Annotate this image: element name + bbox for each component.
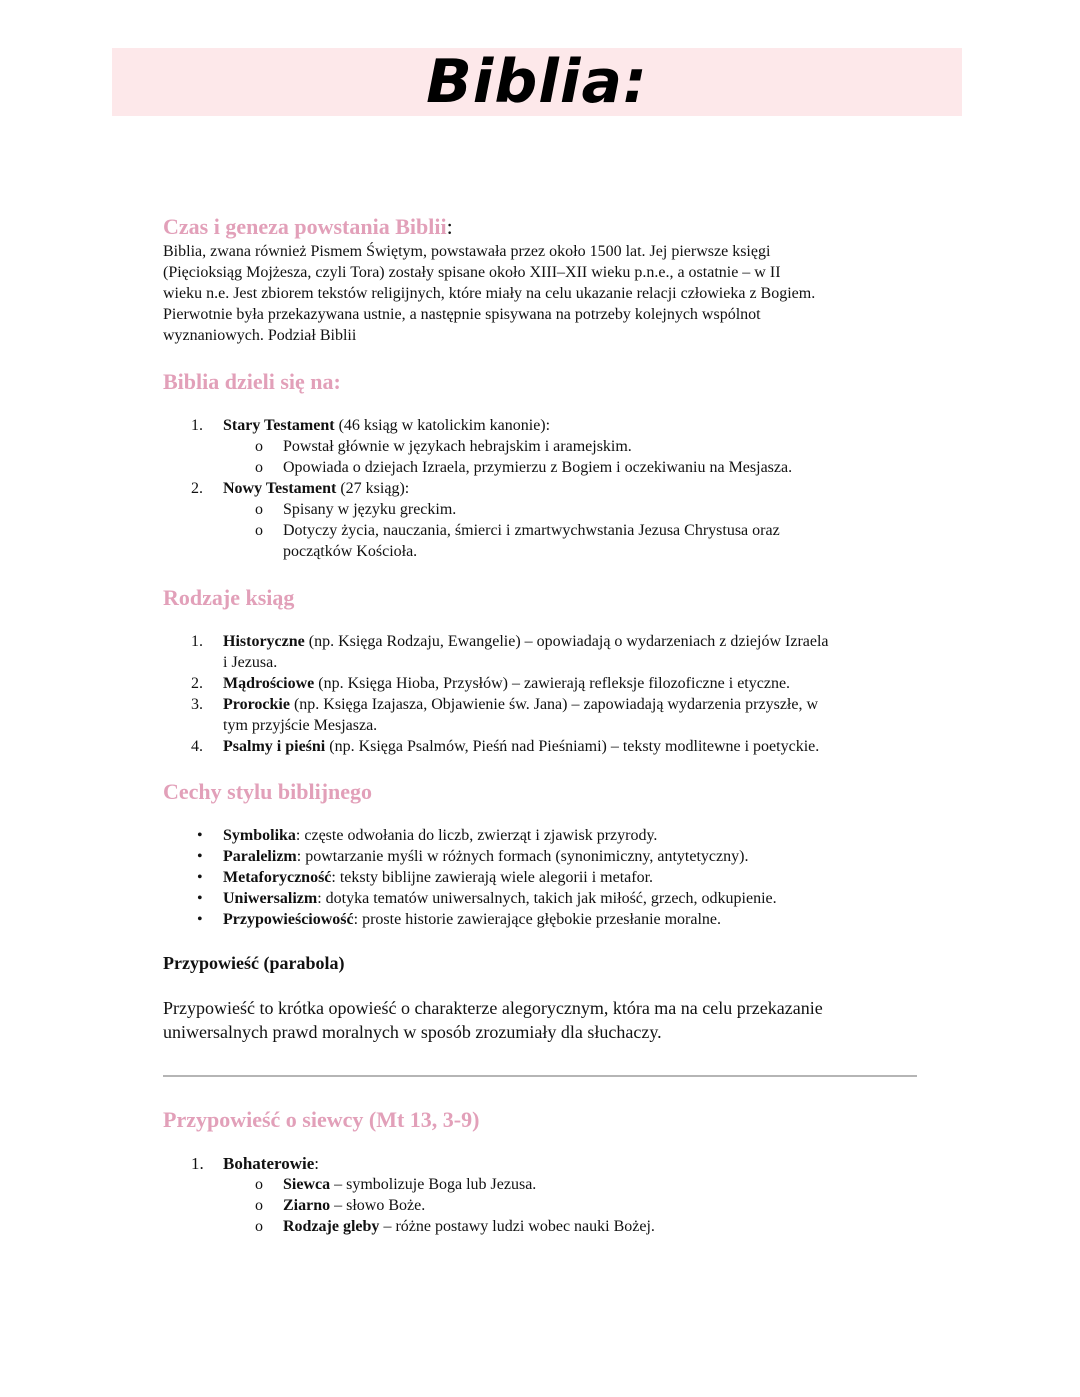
item-term: Uniwersalizm <box>223 890 318 907</box>
item-text: : powtarzanie myśli w różnych formach (synonimiczny, antytetyczny). <box>296 848 749 865</box>
sub-item-text: Spisany w języku greckim. <box>283 501 457 518</box>
sub-list-container <box>163 436 923 478</box>
item-term: Prorockie <box>223 696 290 713</box>
section-heading-parabola: Przypowieść (parabola) <box>163 953 345 973</box>
item-term: Symbolika <box>223 827 296 844</box>
sub-item-term: Ziarno <box>283 1197 331 1214</box>
item-text: : teksty biblijne zawierają wiele alegorii i metafor. <box>331 869 654 886</box>
list-item <box>163 478 923 499</box>
section-parabola <box>163 952 923 1044</box>
divider-wrap <box>163 1075 923 1077</box>
paragraph-parabola <box>163 996 923 1044</box>
document-title: Biblia: <box>426 47 648 117</box>
bullet-item <box>163 846 923 867</box>
style-features-list <box>163 825 923 930</box>
paragraph-line: wieku n.e. Jest zbiorem tekstów religijnych, które miały na celu ukazanie relacji człowieka z Bogiem. <box>163 285 816 302</box>
sub-list-container <box>163 1174 923 1237</box>
sub-item-text: Dotyczy życia, nauczania, śmierci i zmartwychwstania Jezusa Chrystusa oraz <box>283 522 780 539</box>
sub-list-item <box>163 520 923 562</box>
item-text-cont: tym przyjście Mesjasza. <box>223 717 378 734</box>
sub-item-text: Powstał głównie w językach hebrajskim i aramejskim. <box>283 438 632 455</box>
testament-list <box>163 415 923 562</box>
list-item <box>163 415 923 436</box>
circle-bullet-icon: o <box>255 1197 263 1214</box>
bullet-icon: • <box>197 848 203 865</box>
item-term: Metaforyczność <box>223 869 332 886</box>
item-text: (np. Księga Rodzaju, Ewangelie) – opowiadają o wydarzeniach z dziejów Izraela <box>304 633 829 650</box>
sub-item-text: – różne postawy ludzi wobec nauki Bożej. <box>379 1218 655 1235</box>
list-number: 1. <box>191 417 203 434</box>
list-number: 3. <box>191 696 203 713</box>
section-siewca <box>163 1107 923 1237</box>
heading-text: Czas i geneza powstania Biblii <box>163 214 447 239</box>
section-heading-rodzaje: Rodzaje ksiąg <box>163 585 295 610</box>
paragraph-line: Biblia, zwana również Pismem Świętym, powstawała przez około 1500 lat. Jej pierwsze księgi <box>163 243 771 260</box>
sub-item-text: – symbolizuje Boga lub Jezusa. <box>330 1176 537 1193</box>
bullet-icon: • <box>197 827 203 844</box>
bullet-icon: • <box>197 911 203 928</box>
item-term: Przypowieściowość <box>223 911 354 928</box>
item-term: Stary Testament <box>223 417 335 434</box>
section-heading-czas <box>163 214 923 240</box>
circle-bullet-icon: o <box>255 1218 263 1235</box>
paragraph-line: Przypowieść to krótka opowieść o charakterze alegorycznym, która ma na celu przekazanie <box>163 998 823 1018</box>
list-number: 2. <box>191 675 203 692</box>
paragraph-line: wyznaniowych. Podział Biblii <box>163 327 357 344</box>
list-number: 2. <box>191 480 203 497</box>
paragraph-line: Pierwotnie była przekazywana ustnie, a następnie spisywana na potrzeby kolejnych wspólnot <box>163 306 761 323</box>
item-text: : proste historie zawierające głębokie przesłanie moralne. <box>353 911 722 928</box>
sub-list-item <box>163 1174 923 1195</box>
heading-colon: : <box>446 214 453 239</box>
circle-bullet-icon: o <box>255 501 263 518</box>
sub-list-container <box>163 499 923 562</box>
bullet-item <box>163 825 923 846</box>
horizontal-divider <box>163 1075 917 1077</box>
circle-bullet-icon: o <box>255 438 263 455</box>
siewca-list <box>163 1153 923 1237</box>
list-number: 1. <box>191 633 203 650</box>
document-body <box>163 214 923 1237</box>
item-text-cont: i Jezusa. <box>223 654 278 671</box>
list-item <box>163 736 923 757</box>
item-text: : dotyka tematów uniwersalnych, takich jak miłość, grzech, odkupienie. <box>317 890 777 907</box>
sub-item-term: Rodzaje gleby <box>283 1218 380 1235</box>
sub-list-item <box>163 457 923 478</box>
circle-bullet-icon: o <box>255 459 263 476</box>
sub-list <box>163 436 923 478</box>
item-text: : <box>314 1154 320 1173</box>
section-heading-siewca: Przypowieść o siewcy (Mt 13, 3-9) <box>163 1107 480 1132</box>
section-heading-cechy: Cechy stylu biblijnego <box>163 779 373 804</box>
paragraph-czas <box>163 241 923 346</box>
sub-list <box>163 499 923 562</box>
paragraph-line: uniwersalnych prawd moralnych w sposób zrozumiały dla słuchaczy. <box>163 1022 662 1042</box>
sub-list-item <box>163 499 923 520</box>
list-item <box>163 694 923 736</box>
sub-item-term: Siewca <box>283 1176 331 1193</box>
paragraph-line: (Pięcioksiąg Mojżesza, czyli Tora) zostały spisane około XIII–XII wieku p.n.e., a ostatnie – w II <box>163 264 781 281</box>
item-text: (np. Księga Hioba, Przysłów) – zawierają refleksje filozoficzne i etyczne. <box>314 675 791 692</box>
title-banner <box>112 48 962 116</box>
list-number: 4. <box>191 738 203 755</box>
sub-item-text-cont: początków Kościoła. <box>283 543 418 560</box>
bullet-icon: • <box>197 869 203 886</box>
section-cechy <box>163 779 923 930</box>
sub-item-text: – słowo Boże. <box>330 1197 426 1214</box>
section-czas <box>163 214 923 346</box>
sub-list-item <box>163 436 923 457</box>
list-item <box>163 631 923 673</box>
list-item <box>163 1153 923 1174</box>
circle-bullet-icon: o <box>255 1176 263 1193</box>
bullet-item <box>163 867 923 888</box>
item-term: Historyczne <box>223 633 305 650</box>
item-term: Bohaterowie <box>223 1154 315 1173</box>
item-text: (46 ksiąg w katolickim kanonie): <box>334 417 551 434</box>
sub-item-text: Opowiada o dziejach Izraela, przymierzu z Bogiem i oczekiwaniu na Mesjasza. <box>283 459 793 476</box>
bullet-item <box>163 888 923 909</box>
sub-list-item <box>163 1216 923 1237</box>
item-text: : częste odwołania do liczb, zwierząt i zjawisk przyrody. <box>295 827 658 844</box>
item-text: (27 ksiąg): <box>336 480 410 497</box>
list-number: 1. <box>191 1154 204 1173</box>
sub-list <box>163 1174 923 1237</box>
section-dzieli <box>163 369 923 562</box>
item-term: Psalmy i pieśni <box>223 738 326 755</box>
bullet-item <box>163 909 923 930</box>
item-term: Mądrościowe <box>223 675 315 692</box>
item-text: (np. Księga Izajasza, Objawienie św. Jana) – zapowiadają wydarzenia przyszłe, w <box>289 696 819 713</box>
book-types-list <box>163 631 923 757</box>
item-term: Paralelizm <box>223 848 297 865</box>
list-item <box>163 673 923 694</box>
item-term: Nowy Testament <box>223 480 337 497</box>
sub-list-item <box>163 1195 923 1216</box>
bullet-icon: • <box>197 890 203 907</box>
circle-bullet-icon: o <box>255 522 263 539</box>
section-heading-dzieli: Biblia dzieli się na: <box>163 369 341 394</box>
section-rodzaje <box>163 585 923 757</box>
item-text: (np. Księga Psalmów, Pieśń nad Pieśniami) – teksty modlitewne i poetyckie. <box>325 738 820 755</box>
